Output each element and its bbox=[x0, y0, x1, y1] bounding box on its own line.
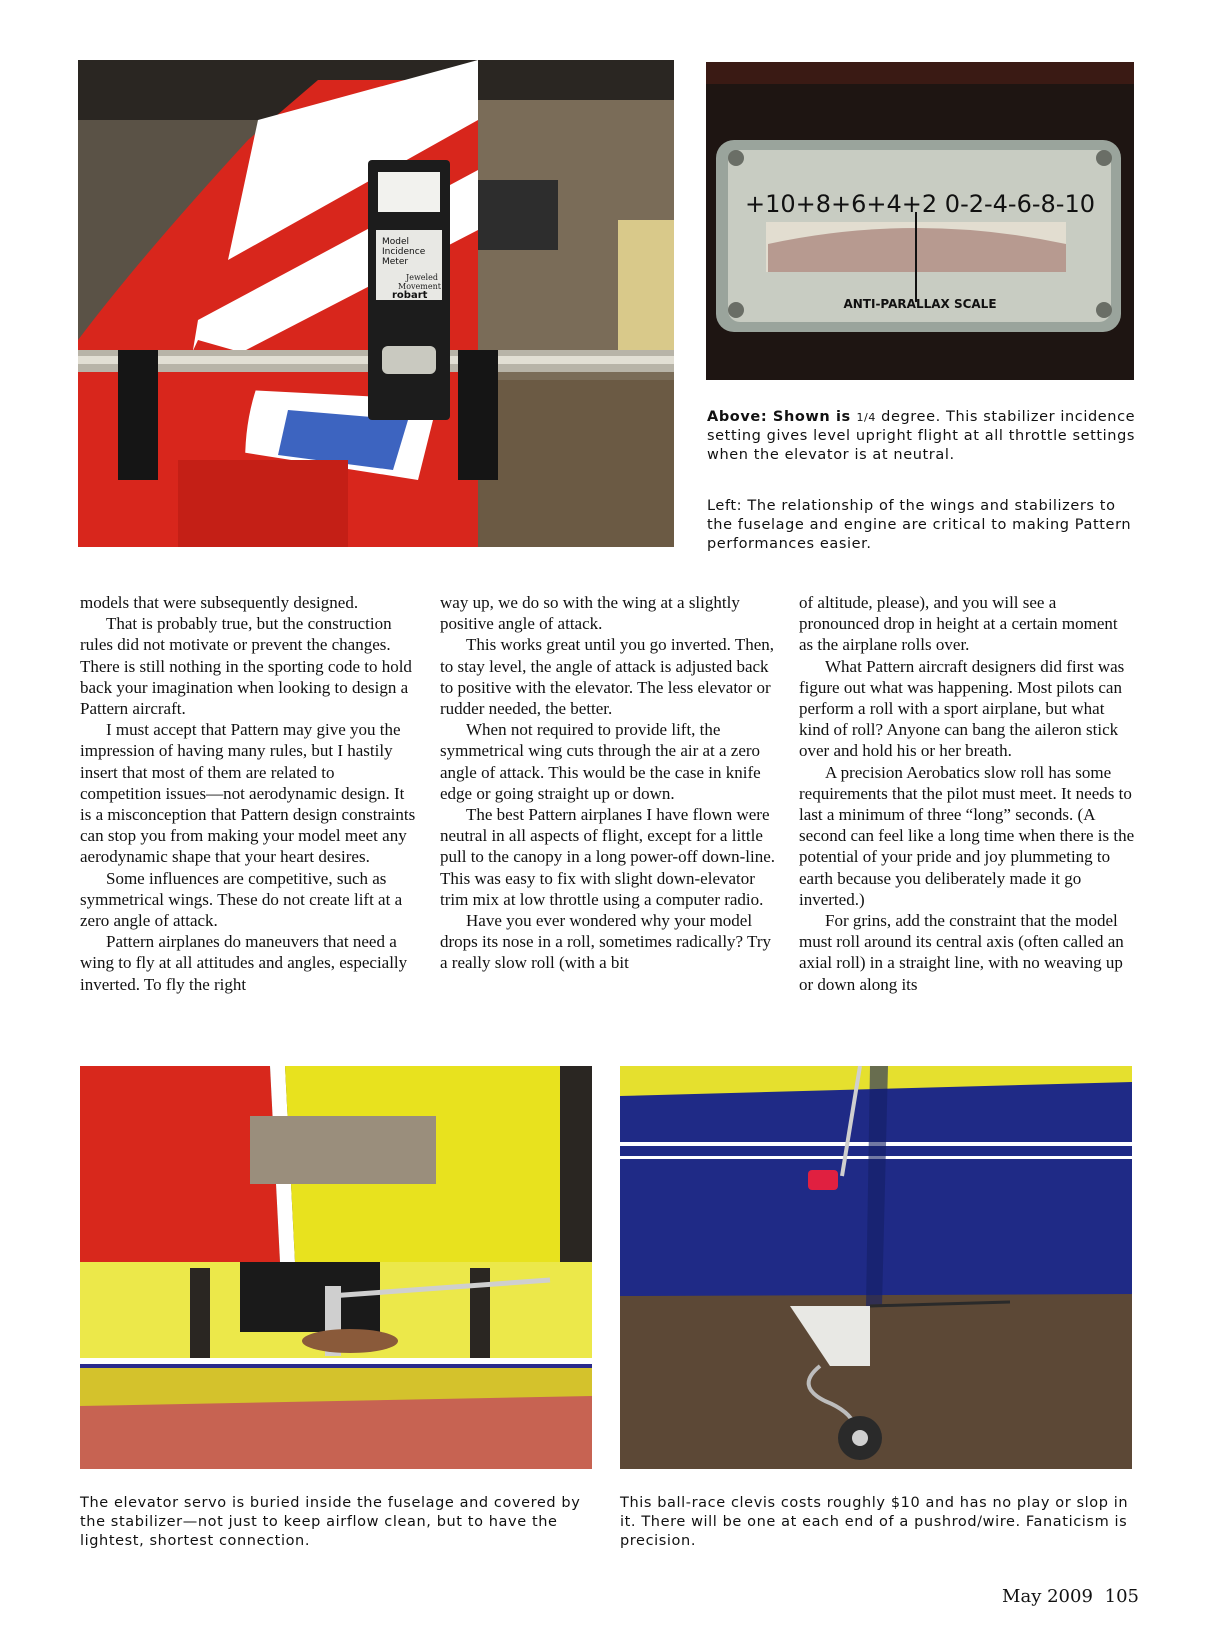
meter-label-line1: Model bbox=[382, 237, 410, 247]
col2-paragraph: When not required to provide lift, the symmetrical wing cuts through the air at a zero angle of attack. This would be the case in knife edge or going straight up or down. bbox=[440, 720, 761, 803]
meter-jeweled: Jeweled bbox=[406, 273, 438, 282]
col3-paragraph: For grins, add the constraint that the model must roll around its central axis (often called an axial roll) in a straight line, with no weaving up or down along its bbox=[799, 911, 1124, 994]
page-number: 105 bbox=[1104, 1586, 1139, 1607]
scale-label: ANTI-PARALLAX SCALE bbox=[843, 297, 997, 311]
col3-paragraph: What Pattern aircraft designers did first was figure out what was happening. Most pilots can perform a roll with a sport airplane, but what kind of roll? Anyone can bang the aileron stick over and hold his or her breath. bbox=[799, 656, 1125, 761]
caption-above bbox=[707, 408, 1137, 465]
photo-elevator-servo bbox=[80, 1066, 592, 1469]
col1-paragraph: That is probably true, but the construction rules did not motivate or prevent the changes. There is still nothing in the sporting code to hold back your imagination when looking to design a Pattern aircraft. bbox=[80, 614, 412, 719]
issue-date: May 2009 bbox=[1002, 1586, 1093, 1607]
photo-parallax-scale bbox=[706, 62, 1134, 380]
caption-elevator-servo: The elevator servo is buried inside the fuselage and covered by the stabilizer—not just to keep airflow clean, but to have the lightest, shortest connection. bbox=[80, 1495, 581, 1549]
col1-paragraph: I must accept that Pattern may give you the impression of having many rules, but I hastily insert that most of them are related to competition issues—not aerodynamic design. It is a misconception that Pattern design constraints can stop you from making your model meet any aerodynamic shape that your heart desires. bbox=[80, 720, 416, 867]
photo-incidence-meter bbox=[78, 60, 674, 547]
caption-ball-race-clevis: This ball-race clevis costs roughly $10 and has no play or slop in it. There will be one at each end of a pushrod/wire. Fanaticism is precision. bbox=[620, 1495, 1129, 1549]
photo-ball-race-clevis bbox=[620, 1066, 1132, 1469]
caption-above-prefix: Above: Shown is bbox=[707, 409, 857, 425]
col2-paragraph: Have you ever wondered why your model drops its nose in a roll, sometimes radically? Try a really slow roll (with a bit bbox=[440, 911, 771, 973]
col1-paragraph: models that were subsequently designed. bbox=[80, 593, 359, 612]
col2-paragraph: The best Pattern airplanes I have flown were neutral in all aspects of flight, except for a little pull to the canopy in a long power-off down-line. This was easy to fix with slight down-elevator trim mix at low throttle using a computer radio. bbox=[440, 805, 776, 909]
caption-above-text: degree. This stabilizer incidence setting gives level upright flight at all throttle settings when the elevator is at neutral. bbox=[707, 409, 1136, 463]
page-footer bbox=[996, 1586, 1139, 1607]
col2-paragraph: This works great until you go inverted. Then, to stay level, the angle of attack is adjusted back to positive with the elevator. The less elevator or rudder needed, the better. bbox=[440, 635, 774, 719]
meter-brand: robart bbox=[392, 290, 428, 301]
col3-paragraph: of altitude, please), and you will see a pronounced drop in height at a certain moment as the airplane rolls over. bbox=[799, 593, 1118, 655]
col3-paragraph: A precision Aerobatics slow roll has some requirements that the pilot must meet. It needs to last a minimum of three “long” seconds. (A second can feel like a long time when there is the potential of your pride and joy plummeting to earth because you deliberately made it go inverted.) bbox=[799, 762, 1135, 909]
col1-paragraph: Pattern airplanes do maneuvers that need a wing to fly at all attitudes and angles, especially inverted. To fly the right bbox=[80, 932, 408, 994]
meter-label-line3: Meter bbox=[382, 257, 409, 267]
meter-movement: Movement bbox=[398, 282, 441, 291]
caption-left: Left: The relationship of the wings and stabilizers to the fuselage and engine are critical to making Pattern performances easier. bbox=[707, 498, 1132, 552]
body-column-3 bbox=[799, 592, 1135, 995]
col2-paragraph: way up, we do so with the wing at a slightly positive angle of attack. bbox=[440, 593, 740, 634]
body-column-1 bbox=[80, 592, 416, 995]
caption-above-fraction: 1/4 bbox=[856, 411, 876, 424]
scale-numbers: +10+8+6+4+2 0-2-4-6-8-10 bbox=[745, 190, 1095, 218]
meter-label-line2: Incidence bbox=[382, 247, 426, 257]
col1-paragraph: Some influences are competitive, such as symmetrical wings. These do not create lift at a zero angle of attack. bbox=[80, 868, 403, 931]
body-column-2 bbox=[440, 592, 776, 974]
